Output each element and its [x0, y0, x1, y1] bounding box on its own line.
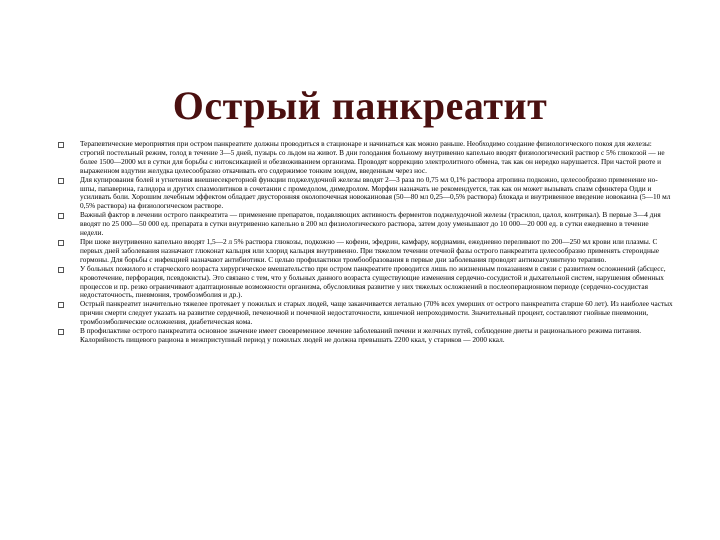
square-bullet-icon	[58, 142, 64, 148]
square-bullet-icon	[58, 329, 64, 335]
paragraph-text: У больных пожилого и старческого возраста хирургическое вмешательство при остром панкреатите проводится лишь по жизненным показаниям в связи с развитием осложнений (абсцесс, кровотечение, перфорация, псевдокисты). Это связано с тем, что у больных данного возраста существующие изменения сердечно-сосудистой и дыхательной систем, нарушения обменных процессов и пр. резко ограничивают адаптационные возможности организма, обусловливая развитие у них тяжелых осложнений в послеоперационном периоде (сердечно-сосудистая недостаточность, пневмония, тромбоэмболия и др.).	[80, 263, 666, 300]
paragraph-text: Для купирования болей и угнетения внешнесекреторной функции поджелудочной железы вводят 2—3 раза по 0,75 мл 0,1% раствора атропина подкожно, целесообразно применение но-шпы, папаверина, галидора и других спазмолитиков в сочетании с промедолом, димедролом. Морфин назначать не рекомендуется, так как он может вызывать спазм сфинктера Одди и усиливать боли. Хорошим лечебным эффектом обладает двусторонняя околопочечная новокаиновая (50—80 мл 0,25—0,5% раствора) блокада и внутривенное введение новокаина (5—10 мл 0,5% раствора) на физиологическом растворе.	[80, 174, 671, 211]
square-bullet-icon	[58, 302, 64, 308]
paragraph-text: Острый панкреатит значительно тяжелее протекает у пожилых и старых людей, чаще заканчивается летально (70% всех умерших от острого панкреатита старше 60 лет). Из наиболее частых причин смерти следует указать на развитие сердечной, печеночной и почечной недостаточности, кишечной непроходимости. Значительный процент, составляют гнойные пневмонии, тромбоэмболические осложнения, диабетическая кома.	[80, 299, 673, 327]
paragraph-text: В профилактике острого панкреатита основное значение имеет своевременное лечение заболеваний печени и желчных путей, соблюдение диеты и рационального режима питания. Калорийность пищевого рациона в межприступный период у пожилых людей не должна превышать 2200 ккал, у стариков — 2000 ккал.	[80, 326, 642, 344]
square-bullet-icon	[58, 267, 64, 273]
square-bullet-icon	[58, 213, 64, 219]
paragraph-text: Важный фактор в лечении острого панкреатита — применение препаратов, подавляющих активность ферментов поджелудочной железы (трасилол, цалол, контрикал). В первые 3—4 дня вводят по 25 000—50 000 ед. препарата в сутки внутривенно капельно в 200 мл физиологического раствора, затем дозу уменьшают до 10 000—20 000 ед. в сутки ежедневно в течение недели.	[80, 210, 661, 238]
slide-title: Острый панкреатит	[172, 83, 548, 128]
bullet-item	[58, 176, 673, 212]
paragraph-text: При шоке внутривенно капельно вводят 1,5—2 л 5% раствора глюкозы, подкожно — кофеин, эфедрин, камфару, кордиамин, ежедневно переливают по 200—250 мл крови или плазмы. С первых дней заболевания назначают глюконат кальция или хлорид кальция внутривенно. При тяжелом течении отечной фазы острого панкреатита целесообразно применять стероидные гормоны. Для борьбы с инфекцией назначают антибиотики. С целью профилактики тромбообразования в первые дни заболевания проводят антикоагулянтную терапию.	[80, 236, 659, 264]
square-bullet-icon	[58, 240, 64, 246]
bullet-item	[58, 238, 673, 265]
bullet-item	[58, 327, 673, 345]
bullet-item	[58, 265, 673, 301]
square-bullet-icon	[58, 178, 64, 184]
bullet-item	[58, 140, 673, 176]
bullet-item	[58, 300, 673, 327]
slide-body	[58, 140, 673, 345]
paragraph-text: Терапевтические мероприятия при остром панкреатите должны проводиться в стационаре и начинаться как можно раньше. Необходимо создание физиологического покоя для железы: строгий постельный режим, голод в течение 3—5 дней, пузырь со льдом на живот. В дни голодания больному внутривенно капельно вводят физиологический раствор с 5% глюкозой — не более 1500—2000 мл в сутки для борьбы с интоксикацией и обезвоживанием организма. Проводят коррекцию электролитного обмена, так как он нередко нарушается. При частой рвоте и выраженном вздутии желудка целесообразно откачивать его содержимое тонким зондом, введенным через нос.	[80, 139, 665, 175]
bullet-item	[58, 211, 673, 238]
